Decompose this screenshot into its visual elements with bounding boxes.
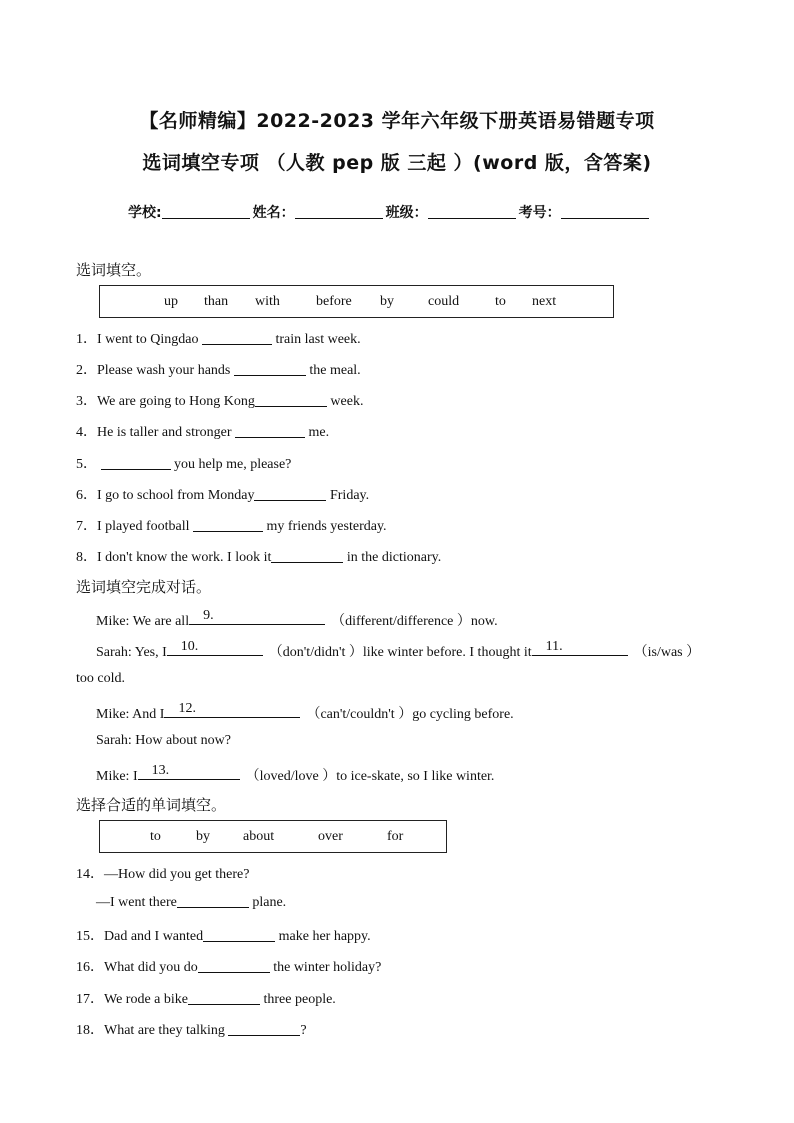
school-blank[interactable] <box>162 204 250 219</box>
question-3 <box>76 390 363 410</box>
question-1 <box>76 328 361 348</box>
question-text: I don't know the work. I look it <box>97 550 272 565</box>
word-bank-word: by <box>380 294 394 309</box>
question-text: —How did you get there? <box>104 867 250 882</box>
blank-number: 12. <box>178 701 196 716</box>
question-number: 7． <box>76 519 97 534</box>
answer-blank[interactable] <box>188 991 260 1005</box>
class-blank[interactable] <box>428 204 516 219</box>
dialogue-line-10 <box>96 640 700 661</box>
question-text: He is taller and stronger <box>97 425 232 440</box>
question-number: 2． <box>76 363 97 378</box>
question-text: Dad and I wanted <box>104 929 204 944</box>
answer-blank[interactable] <box>164 702 300 718</box>
question-number: 14． <box>76 867 104 882</box>
word-bank-word: about <box>243 829 275 844</box>
question-text: ? <box>300 1023 307 1038</box>
dialogue-text: （don't/didn't ）like winter before. I thought it <box>268 645 532 660</box>
word-bank-word: up <box>164 294 178 309</box>
word-bank-2 <box>99 820 447 853</box>
question-text: I played football <box>97 519 190 534</box>
blank-number: 11. <box>545 639 563 654</box>
question-number: 1． <box>76 332 97 347</box>
question-text: my friends yesterday. <box>266 519 387 534</box>
dialogue-text: （is/was ） <box>633 645 701 660</box>
word-bank-word: to <box>150 829 161 844</box>
name-blank[interactable] <box>295 204 383 219</box>
question-number: 6． <box>76 488 97 503</box>
question-8 <box>76 546 441 566</box>
section-1-heading: 选词填空。 <box>76 261 152 279</box>
question-16 <box>76 956 381 976</box>
dialogue-text: （different/difference ）now. <box>331 614 498 629</box>
word-bank-word: to <box>495 294 506 309</box>
question-number: 16． <box>76 960 104 975</box>
question-number: 8． <box>76 550 97 565</box>
question-text: We are going to Hong Kong <box>97 394 255 409</box>
answer-blank[interactable] <box>167 640 263 656</box>
number-label: 考号： <box>518 205 561 221</box>
question-text: three people. <box>263 992 336 1007</box>
word-bank-word: over <box>318 829 343 844</box>
question-4 <box>76 421 329 441</box>
question-2 <box>76 359 361 379</box>
title-line-1: 【名师精编】2022-2023 学年六年级下册英语易错题专项 <box>139 110 655 132</box>
dialogue-line-continuation <box>76 671 125 687</box>
question-14 <box>76 863 249 883</box>
answer-blank[interactable] <box>228 1022 300 1036</box>
question-text: —I went there <box>96 895 177 910</box>
dialogue-text: Mike: We are all <box>96 614 190 629</box>
answer-blank[interactable] <box>255 393 327 407</box>
answer-blank[interactable] <box>189 609 325 625</box>
question-text: Please wash your hands <box>97 363 231 378</box>
answer-blank[interactable] <box>203 928 275 942</box>
answer-blank[interactable] <box>202 331 272 345</box>
question-6 <box>76 484 369 504</box>
blank-number: 13. <box>151 763 170 778</box>
answer-blank[interactable] <box>271 549 343 563</box>
blank-number: 9. <box>203 608 214 623</box>
student-info-row <box>128 202 652 222</box>
question-text: We rode a bike <box>104 992 188 1007</box>
question-14-answer <box>96 894 286 911</box>
class-label: 班级： <box>385 205 428 221</box>
question-17 <box>76 988 336 1008</box>
question-5 <box>76 453 291 473</box>
answer-blank[interactable] <box>138 764 240 780</box>
word-bank-word: for <box>387 829 404 844</box>
question-number: 18． <box>76 1023 104 1038</box>
question-text: What did you do <box>104 960 198 975</box>
dialogue-line-9 <box>96 609 498 630</box>
word-bank-word: with <box>255 294 280 309</box>
question-number: 3． <box>76 394 97 409</box>
question-number: 17． <box>76 992 104 1007</box>
question-text: plane. <box>252 895 287 910</box>
dialogue-text: Sarah: How about now? <box>96 733 231 748</box>
number-blank[interactable] <box>561 204 649 219</box>
word-bank-word: than <box>204 294 229 309</box>
question-text: I went to Qingdao <box>97 332 199 347</box>
question-text: What are they talking <box>104 1023 225 1038</box>
dialogue-text: Mike: I <box>96 769 138 784</box>
question-text: week. <box>330 394 364 409</box>
answer-blank[interactable] <box>193 518 263 532</box>
word-bank-word: could <box>428 294 460 309</box>
word-bank-word: before <box>316 294 352 309</box>
dialogue-text: Sarah: Yes, I <box>96 645 167 660</box>
school-label: 学校: <box>128 205 162 221</box>
title-line-2: 选词填空专项 （人教 pep 版 三起 ）(word 版，含答案) <box>142 152 652 174</box>
question-text: in the dictionary. <box>346 550 442 565</box>
question-number: 5． <box>76 457 97 472</box>
answer-blank[interactable] <box>234 362 306 376</box>
question-15 <box>76 925 371 945</box>
question-text: the meal. <box>309 363 361 378</box>
question-text: I go to school from Monday <box>97 488 255 503</box>
name-label: 姓名： <box>252 205 295 221</box>
dialogue-text: Mike: And I <box>96 707 165 722</box>
dialogue-text: （can't/couldn't ）go cycling before. <box>306 707 514 722</box>
question-text: make her happy. <box>278 929 371 944</box>
question-number: 15． <box>76 929 104 944</box>
dialogue-line-sarah <box>96 733 231 749</box>
question-7 <box>76 515 387 535</box>
section-2-heading: 选词填空完成对话。 <box>76 578 212 596</box>
answer-blank[interactable] <box>198 959 270 973</box>
question-text: train last week. <box>275 332 361 347</box>
question-18 <box>76 1019 307 1039</box>
answer-blank[interactable] <box>101 456 171 470</box>
word-bank-1 <box>99 285 614 318</box>
section-3-heading: 选择合适的单词填空。 <box>76 796 227 814</box>
blank-number: 10. <box>180 639 199 654</box>
answer-blank[interactable] <box>235 424 305 438</box>
question-number: 4． <box>76 425 97 440</box>
word-bank-word: next <box>532 294 557 309</box>
answer-blank[interactable] <box>177 894 249 908</box>
answer-blank[interactable] <box>254 487 326 501</box>
question-text: the winter holiday? <box>273 960 382 975</box>
dialogue-line-12 <box>96 702 514 723</box>
dialogue-line-13 <box>96 764 494 785</box>
question-text: me. <box>308 425 330 440</box>
question-text: Friday. <box>329 488 370 503</box>
question-text: you help me, please? <box>174 457 292 472</box>
dialogue-text: too cold. <box>76 671 125 686</box>
answer-blank[interactable] <box>532 640 628 656</box>
dialogue-text: （loved/love ）to ice-skate, so I like winter. <box>245 769 495 784</box>
word-bank-word: by <box>196 829 210 844</box>
